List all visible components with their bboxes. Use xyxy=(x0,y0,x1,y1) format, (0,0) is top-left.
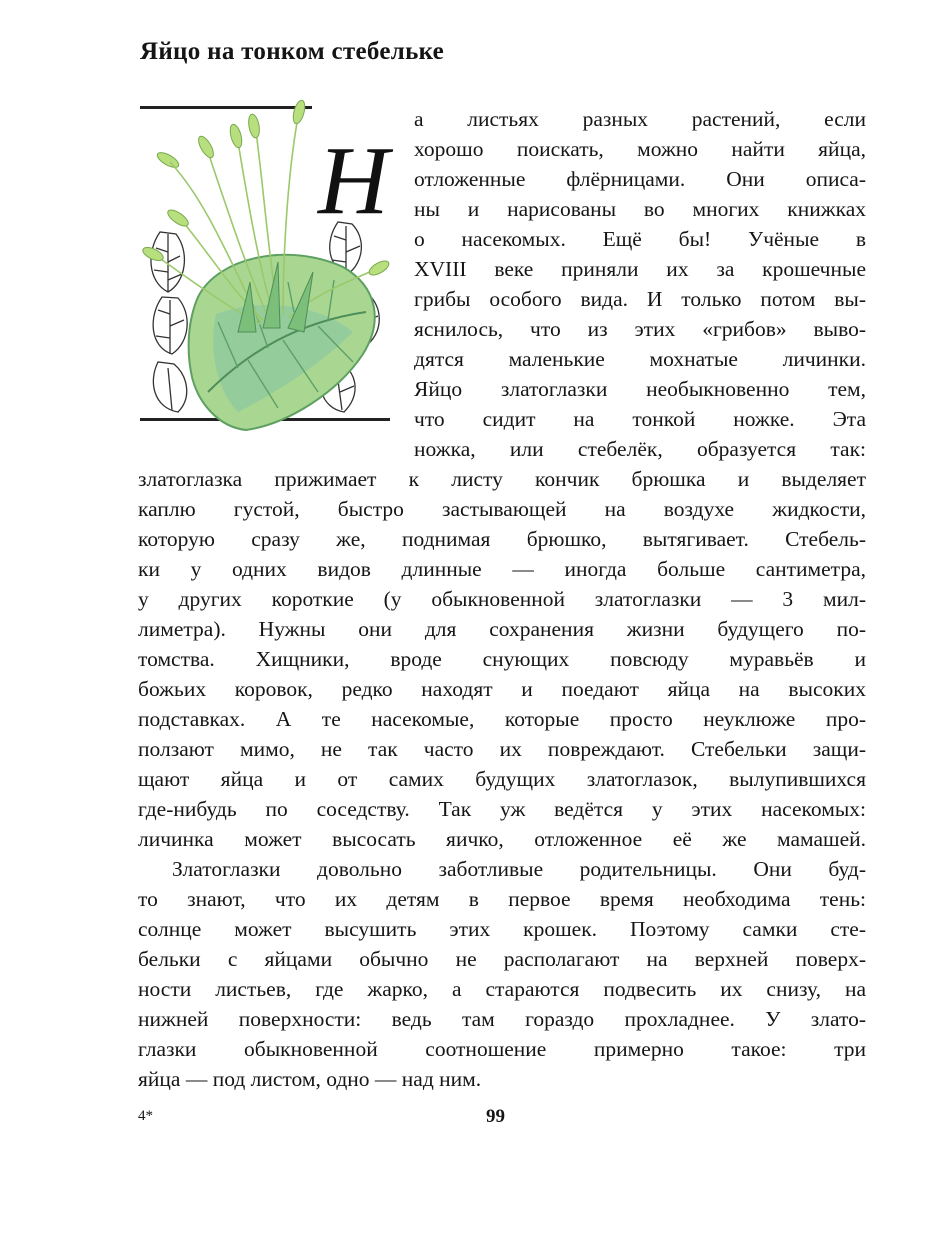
text-line: ности листьев, где жарко, а стараются подвесить их снизу, на xyxy=(138,977,866,1001)
text-line: а листьях разных растений, если xyxy=(414,107,866,131)
text-line: которую сразу же, поднимая брюшко, вытягивает. Стебель- xyxy=(138,527,866,551)
text-line: божьих коровок, редко находят и поедают яйца на высоких xyxy=(138,677,866,701)
text-line: щают яйца и от самих будущих златоглазок, вылупившихся xyxy=(138,767,866,791)
text-line: о насекомых. Ещё бы! Учёные в xyxy=(414,227,866,251)
text-line: отложенные флёрницами. Они описа- xyxy=(414,167,866,191)
drop-cap-letter: Н xyxy=(318,127,389,235)
text-line: нижней поверхности: ведь там гораздо прохладнее. У злато- xyxy=(138,1007,866,1031)
text-line: бельки с яйцами обычно не располагают на верхней поверх- xyxy=(138,947,866,971)
text-line: то знают, что их детям в первое время необходима тень: xyxy=(138,887,866,911)
text-line: ножка, или стебелёк, образуется так: xyxy=(414,437,866,461)
text-line: подставках. А те насекомые, которые просто неуклюже про- xyxy=(138,707,866,731)
text-line: что сидит на тонкой ножке. Эта xyxy=(414,407,866,431)
text-line: ки у одних видов длинные — иногда больше сантиметра, xyxy=(138,557,866,581)
page-number: 99 xyxy=(486,1106,505,1127)
page-title: Яйцо на тонком стебельке xyxy=(140,38,445,65)
text-line: ны и нарисованы во многих книжках xyxy=(414,197,866,221)
text-line: XVIII веке приняли их за крошечные xyxy=(414,257,866,281)
text-line: яйца — под листом, одно — над ним. xyxy=(138,1067,482,1091)
text-line: томства. Хищники, вроде снующих повсюду муравьёв и xyxy=(138,647,866,671)
text-line: личинка может высосать яичко, отложенное её же мамашей. xyxy=(138,827,866,851)
text-line: солнце может высушить этих крошек. Поэтому самки сте- xyxy=(138,917,866,941)
text-line: грибы особого вида. И только потом вы- xyxy=(414,287,866,311)
text-line: каплю густой, быстро застывающей на воздухе жидкости, xyxy=(138,497,866,521)
text-line: яснилось, что из этих «грибов» выво- xyxy=(414,317,866,341)
text-line: лиметра). Нужны они для сохранения жизни будущего по- xyxy=(138,617,866,641)
text-line: Златоглазки довольно заботливые родительницы. Они буд- xyxy=(172,857,866,881)
printer-signature-mark: 4* xyxy=(138,1108,153,1124)
text-line: дятся маленькие мохнатые личинки. xyxy=(414,347,866,371)
text-line: хорошо поискать, можно найти яйца, xyxy=(414,137,866,161)
text-line: Яйцо златоглазки необыкновенно тем, xyxy=(414,377,866,401)
text-line: глазки обыкновенной соотношение примерно такое: три xyxy=(138,1037,866,1061)
text-line: златоглазка прижимает к листу кончик брюшка и выделяет xyxy=(138,467,866,491)
text-line: у других короткие (у обыкновенной златоглазки — 3 мил- xyxy=(138,587,866,611)
text-line: где-нибудь по соседству. Так уж ведётся у этих насекомых: xyxy=(138,797,866,821)
text-line: ползают мимо, не так часто их повреждают. Стебельки защи- xyxy=(138,737,866,761)
